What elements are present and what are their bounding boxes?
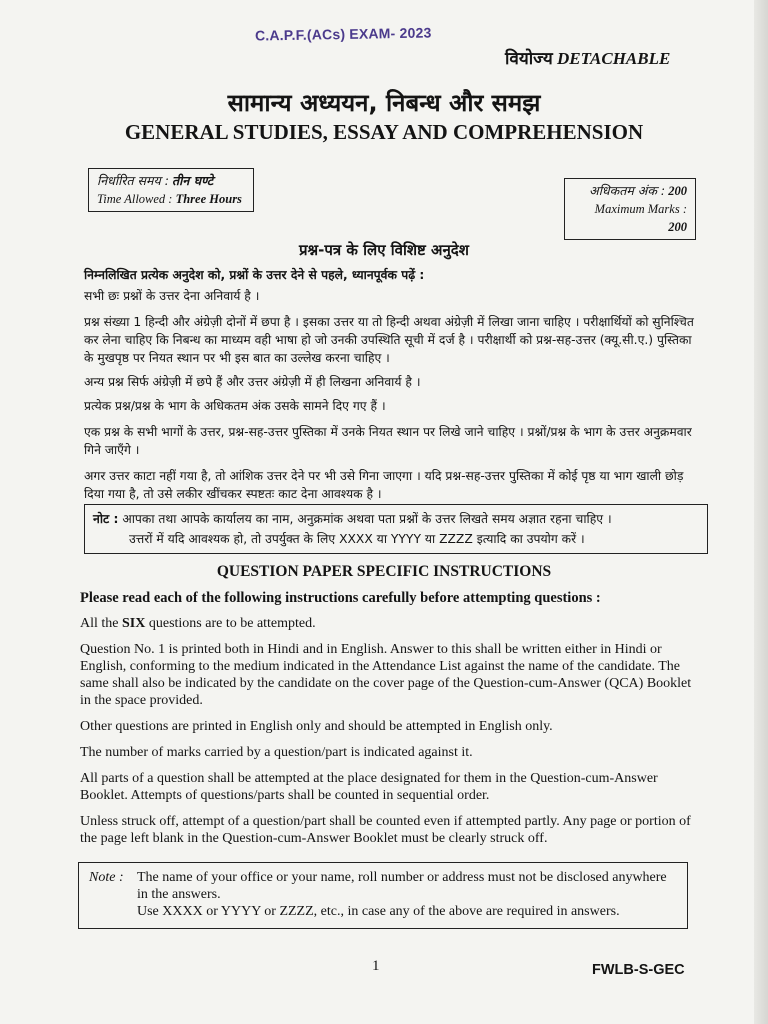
detachable-hindi: वियोज्य bbox=[505, 49, 553, 69]
english-instruction-1-post: questions are to be attempted. bbox=[145, 616, 316, 631]
hindi-instructions-heading: प्रश्न-पत्र के लिए विशिष्ट अनुदेश bbox=[299, 241, 469, 259]
english-instructions-heading: QUESTION PAPER SPECIFIC INSTRUCTIONS bbox=[216, 563, 552, 580]
exam-stamp: C.A.P.F.(ACs) EXAM- 2023 bbox=[254, 24, 432, 44]
marks-value-hindi: 200 bbox=[668, 184, 687, 198]
english-note-line-3: Use XXXX or YYYY or ZZZZ, etc., in case any of the above are required in answers. bbox=[137, 904, 620, 919]
english-note-line-2: in the answers. bbox=[137, 887, 221, 902]
marks-value-english: 200 bbox=[668, 220, 687, 234]
english-instruction-4: The number of marks carried by a question/part is indicated against it. bbox=[80, 745, 473, 760]
hindi-instruction-1: सभी छः प्रश्नों के उत्तर देना अनिवार्य है । bbox=[84, 289, 260, 303]
time-allowed-box bbox=[88, 168, 254, 212]
english-instruction-2: Question No. 1 is printed both in Hindi and in English. Answer to this shall be written either in Hindi or English, conforming to the medium indicated in the Attendance List against the name of the candidate. The same shall also be indicated by the candidate on the cover page of the Question-cum-Answer (QCA) Booklet in the space provided. bbox=[80, 642, 692, 708]
english-instruction-1-pre: All the bbox=[80, 616, 122, 631]
english-instruction-1 bbox=[80, 615, 694, 632]
marks-label-hindi: अधिकतम अंक : bbox=[589, 183, 666, 198]
english-lead: Please read each of the following instructions carefully before attempting questions : bbox=[80, 590, 601, 606]
english-instruction-3: Other questions are printed in English only and should be attempted in English only. bbox=[80, 719, 553, 734]
page-number: 1 bbox=[372, 958, 380, 974]
english-note-label: Note : bbox=[89, 870, 124, 885]
hindi-note-line-1: आपका तथा आपके कार्यालय का नाम, अनुक्रमांक अथवा पता प्रश्नों के उत्तर लिखते समय अज्ञात रहना चाहिए । bbox=[122, 512, 612, 526]
paper-code: FWLB-S-GEC bbox=[592, 962, 685, 978]
time-label-english: Time Allowed : bbox=[97, 192, 173, 206]
maximum-marks-box bbox=[564, 178, 696, 240]
hindi-instruction-5: एक प्रश्न के सभी भागों के उत्तर, प्रश्न-सह-उत्तर पुस्तिका में उनके नियत स्थान पर लिखे जाने चाहिए । प्रश्नों/प्रश्न के भाग के उत्तर अनुक्रमवार गिने जाएँगे । bbox=[84, 425, 692, 457]
time-label-hindi: निर्धारित समय : bbox=[97, 173, 169, 188]
hindi-note-label: नोट : bbox=[93, 512, 119, 526]
hindi-instruction-3: अन्य प्रश्न सिर्फ अंग्रेज़ी में छपे हैं और उत्तर अंग्रेज़ी में ही लिखना अनिवार्य है । bbox=[84, 375, 421, 389]
english-note-line-1: The name of your office or your name, roll number or address must not be disclosed anywhere bbox=[137, 870, 667, 885]
hindi-instruction-4: प्रत्येक प्रश्न/प्रश्न के भाग के अधिकतम अंक उसके सामने दिए गए हैं । bbox=[84, 399, 386, 413]
hindi-note-box bbox=[84, 504, 708, 554]
time-value-hindi: तीन घण्टे bbox=[172, 173, 214, 188]
marks-label-english: Maximum Marks : bbox=[594, 202, 687, 216]
time-value-english: Three Hours bbox=[175, 192, 242, 206]
english-instruction-1-bold: SIX bbox=[122, 616, 146, 631]
english-instruction-5: All parts of a question shall be attempted at the place designated for them in the Question-cum-Answer Booklet. Attempts of questions/parts shall be counted in sequential order. bbox=[80, 771, 658, 803]
hindi-lead: निम्नलिखित प्रत्येक अनुदेश को, प्रश्नों के उत्तर देने से पहले, ध्यानपूर्वक पढ़ें : bbox=[84, 268, 425, 282]
page-edge bbox=[754, 0, 768, 1024]
english-instructions bbox=[80, 590, 694, 847]
detachable-label bbox=[505, 46, 670, 69]
title-hindi: सामान्य अध्ययन, निबन्ध और समझ bbox=[227, 89, 541, 117]
english-note-box bbox=[78, 862, 688, 929]
detachable-english: DETACHABLE bbox=[556, 49, 671, 68]
hindi-instructions bbox=[84, 266, 696, 503]
english-instruction-6: Unless struck off, attempt of a question/part shall be counted even if attempted partly. Any page or portion of the page left blank in the Question-cum-Answer Booklet must be clearly struck off. bbox=[80, 814, 691, 846]
hindi-note-line-2: उत्तरों में यदि आवश्यक हो, तो उपर्युक्त के लिए XXXX या YYYY या ZZZZ इत्यादि का उपयोग करें । bbox=[129, 532, 585, 546]
title-english: GENERAL STUDIES, ESSAY AND COMPREHENSION bbox=[124, 120, 644, 144]
hindi-instruction-2: प्रश्न संख्या 1 हिन्दी और अंग्रेज़ी दोनों में छपा है । इसका उत्तर या तो हिन्दी अथवा अंग्रेज़ी में लिखा जाना चाहिए । परीक्षार्थियों को सुनिश्चित कर लेना चाहिए कि निबन्ध का माध्यम वही भाषा हो जो उनकी उपस्थिति सूची में दर्ज है । परीक्षार्थी को प्रश्न-सह-उत्तर (क्यू.सी.ए.) पुस्तिका के मुखपृष्ठ पर नियत स्थान पर भी इस बात का उल्लेख करना चाहिए । bbox=[84, 315, 694, 365]
hindi-instruction-6: अगर उत्तर काटा नहीं गया है, तो आंशिक उत्तर देने पर भी उसे गिना जाएगा । यदि प्रश्न-सह-उत्तर पुस्तिका में कोई पृष्ठ या भाग खाली छोड़ दिया गया है, तो उसे लकीर खींचकर स्पष्टतः काट देना आवश्यक है । bbox=[84, 469, 684, 501]
